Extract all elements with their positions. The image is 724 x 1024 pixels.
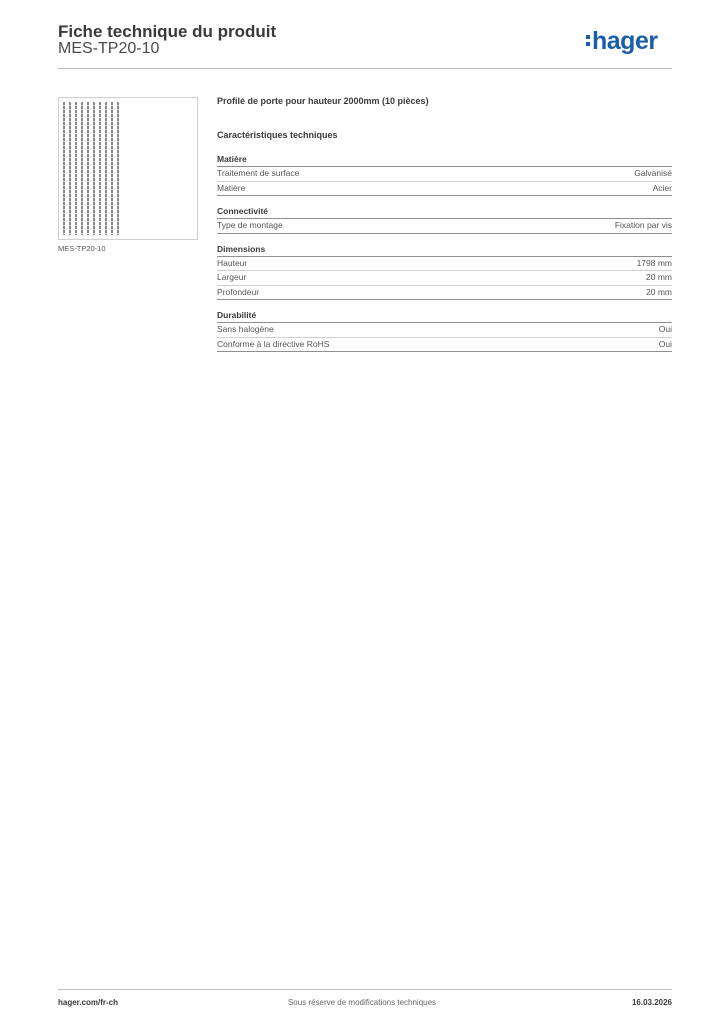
profile-bar-image	[111, 102, 113, 235]
hager-logo	[592, 26, 658, 56]
spec-row	[217, 257, 672, 272]
profile-bar-image	[75, 102, 77, 235]
spec-label: Conforme à la directive RoHS	[217, 338, 330, 349]
spec-value: Acier	[652, 182, 672, 193]
spec-label: Largeur	[217, 272, 247, 282]
spec-value: 20 mm	[646, 286, 672, 297]
footer-website-link[interactable]: hager.com/fr-ch	[58, 998, 119, 1007]
spec-group-durabilite	[217, 310, 672, 352]
spec-group-title: Matière	[217, 154, 672, 167]
spec-group-title: Connectivité	[217, 206, 672, 219]
spec-group-title: Dimensions	[217, 244, 672, 257]
spec-row	[217, 182, 672, 197]
spec-label: Sans halogène	[217, 324, 274, 334]
spec-label: Profondeur	[217, 286, 260, 297]
spec-value: Fixation par vis	[614, 220, 672, 230]
spec-group-connectivite	[217, 206, 672, 234]
spec-value: Galvanisé	[634, 168, 672, 178]
footer-date: 16.03.2026	[631, 998, 672, 1007]
product-image	[58, 97, 198, 240]
image-caption: MES-TP20-10	[58, 244, 106, 253]
spec-row	[217, 338, 672, 353]
spec-label: Matière	[217, 182, 246, 193]
logo-dots-icon	[586, 35, 590, 49]
spec-row	[217, 286, 672, 301]
profile-bar-image	[63, 102, 65, 235]
footer-divider	[58, 989, 672, 990]
product-name: Profilé de porte pour hauteur 2000mm (10 pièces)	[217, 96, 429, 106]
spec-group-dimensions	[217, 244, 672, 301]
page-title: Fiche technique du produit	[58, 22, 277, 41]
spec-row	[217, 219, 672, 234]
spec-value: 1798 mm	[636, 257, 672, 268]
spec-content	[217, 96, 672, 352]
profile-bar-image	[81, 102, 83, 235]
spec-row	[217, 271, 672, 286]
spec-value: Oui	[658, 324, 672, 334]
spec-group-matiere	[217, 154, 672, 196]
spec-row	[217, 323, 672, 338]
spec-label: Traitement de surface	[217, 168, 300, 178]
logo-text: hager	[592, 27, 658, 55]
profile-bar-image	[99, 102, 101, 235]
header-divider	[58, 68, 672, 69]
spec-group-title: Durabilité	[217, 310, 672, 323]
profile-bar-image	[117, 102, 119, 235]
specs-heading: Caractéristiques techniques	[217, 130, 338, 140]
spec-value: Oui	[658, 338, 672, 349]
spec-label: Hauteur	[217, 257, 248, 268]
profile-bar-image	[105, 102, 107, 235]
profile-bar-image	[87, 102, 89, 235]
footer-disclaimer: Sous réserve de modifications techniques	[287, 998, 437, 1007]
spec-row	[217, 167, 672, 182]
spec-value: 20 mm	[646, 272, 672, 282]
spec-label: Type de montage	[217, 220, 283, 230]
profile-bar-image	[93, 102, 95, 235]
product-reference: MES-TP20-10	[58, 40, 160, 57]
profile-bar-image	[69, 102, 71, 235]
